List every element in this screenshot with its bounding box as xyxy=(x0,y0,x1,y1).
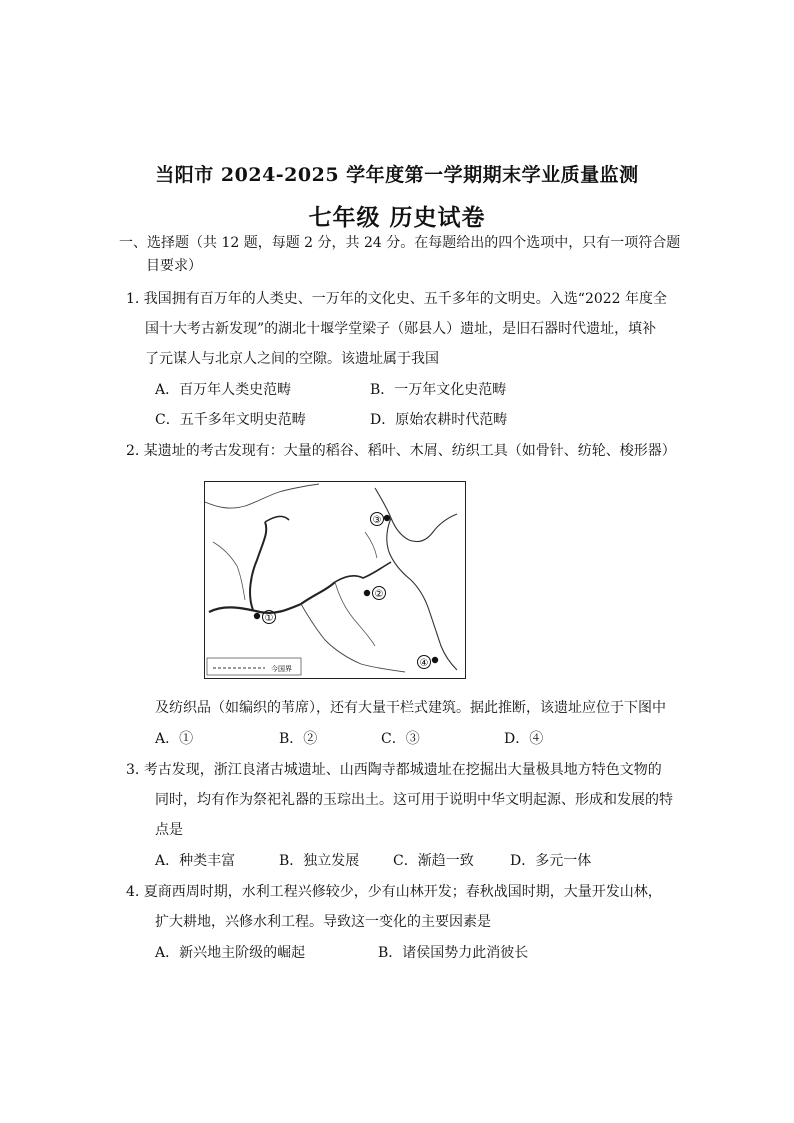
section-heading-line2: 目要求） xyxy=(146,258,202,274)
china-map-figure xyxy=(204,481,466,679)
map-dot-1 xyxy=(254,613,260,619)
question-1-option-a: A．百万年人类史范畴 xyxy=(155,382,292,398)
question-2-option-b: B．② xyxy=(279,731,318,747)
map-svg xyxy=(205,482,464,677)
question-3-option-c: C．渐趋一致 xyxy=(393,853,474,869)
map-marker-2: ② xyxy=(374,589,384,600)
question-1-option-d: D．原始农耕时代范畴 xyxy=(370,412,508,428)
map-dot-3 xyxy=(384,515,390,521)
question-3-line2: 同时，均有作为祭祀礼器的玉琮出土。这可用于说明中华文明起源、形成和发展的特 xyxy=(155,792,673,808)
exam-title: 当阳市 2024-2025 学年度第一学期期末学业质量监测 xyxy=(155,164,639,186)
question-1-option-b: B．一万年文化史范畴 xyxy=(370,382,507,398)
map-dot-2 xyxy=(364,590,370,596)
map-river-top xyxy=(265,516,289,522)
map-river-bend xyxy=(250,522,266,610)
question-2-option-a: A．① xyxy=(155,731,194,747)
question-3-option-d: D．多元一体 xyxy=(510,853,592,869)
question-1-line2: 国十大考古新发现”的湖北十堰学堂梁子（郧县人）遗址，是旧石器时代遗址，填补 xyxy=(145,321,657,337)
question-4-line1: 4. 夏商西周时期，水利工程兴修较少，少有山林开发；春秋战国时期，大量开发山林， xyxy=(126,884,662,900)
question-3-line3: 点是 xyxy=(155,822,183,838)
question-1-line3: 了元谋人与北京人之间的空隙。该遗址属于我国 xyxy=(145,351,439,367)
map-border-north xyxy=(205,484,319,508)
question-4-option-a: A．新兴地主阶级的崛起 xyxy=(155,945,306,961)
map-river-upper xyxy=(209,582,335,613)
map-border-south xyxy=(301,604,405,672)
question-2-line2: 及纺织品（如编织的苇席），还有大量干栏式建筑。据此推断，该遗址应位于下图中 xyxy=(155,700,666,716)
map-line-inner xyxy=(365,532,377,558)
question-1-option-c: C．五千多年文明史范畴 xyxy=(155,412,306,428)
question-4-option-b: B．诸侯国势力此消彼长 xyxy=(378,945,529,961)
map-marker-3: ③ xyxy=(372,515,382,526)
exam-subtitle: 七年级 历史试卷 xyxy=(308,204,486,231)
map-line-west xyxy=(213,542,245,600)
question-2-option-d: D．④ xyxy=(504,731,544,747)
question-4-line2: 扩大耕地，兴修水利工程。导致这一变化的主要因素是 xyxy=(155,914,491,930)
question-3-line1: 3. 考古发现，浙江良渚古城遗址、山西陶寺都城遗址在挖掘出大量极具地方特色文物的 xyxy=(126,762,662,778)
map-river-lower xyxy=(335,562,391,582)
question-3-option-b: B．独立发展 xyxy=(279,853,360,869)
map-marker-4: ④ xyxy=(419,658,429,669)
map-marker-1: ① xyxy=(264,613,274,624)
question-3-option-a: A．种类丰富 xyxy=(155,853,236,869)
map-legend-label: 今国界 xyxy=(271,665,292,673)
section-heading-line1: 一、选择题（共 12 题，每题 2 分，共 24 分。在每题给出的四个选项中，只有一项符合题 xyxy=(119,235,681,251)
map-dot-4 xyxy=(432,657,438,663)
question-2-option-c: C．③ xyxy=(381,731,420,747)
question-2-line1: 2. 某遗址的考古发现有：大量的稻谷、稻叶、木屑、纺织工具（如骨针、纺轮、梭形器） xyxy=(126,443,676,459)
question-1-line1: 1. 我国拥有百万年的人类史、一万年的文化史、五千多年的文明史。入选“2022 年度全 xyxy=(126,291,668,307)
